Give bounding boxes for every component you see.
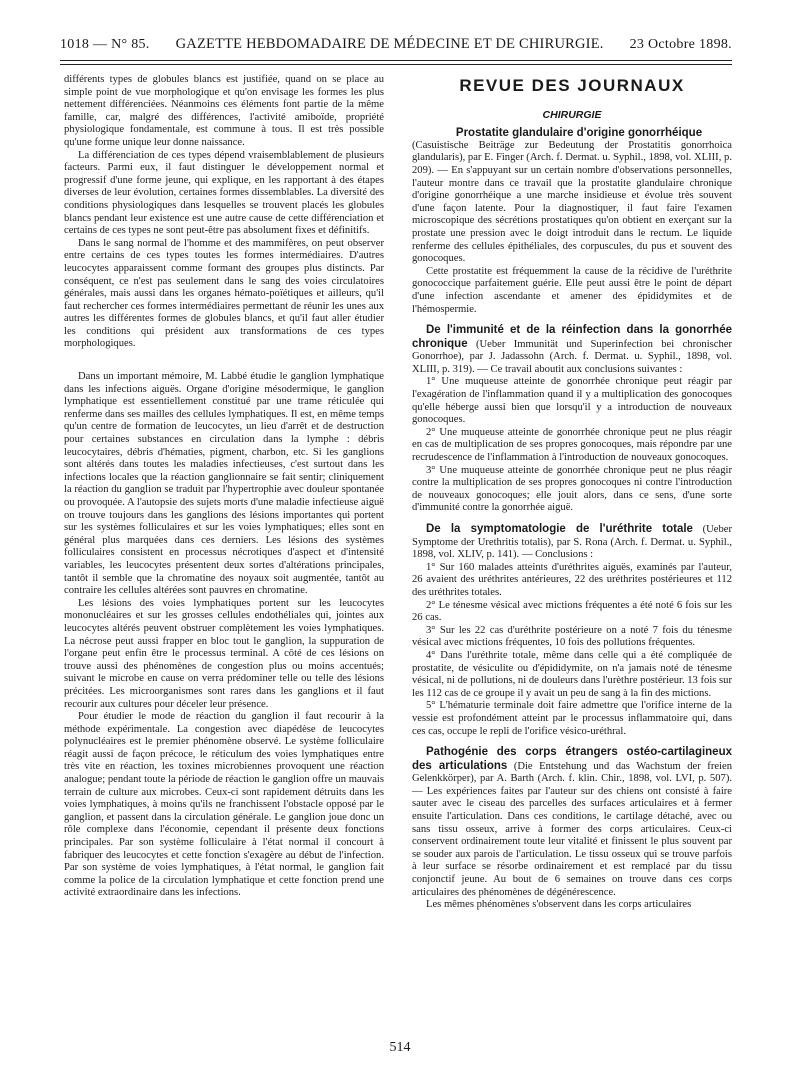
conclusion-item: 2° Une muqueuse atteinte de gonorrhée chronique peut ne plus réagir en cas de multiplication de ses propres gonocoques, mais répondre par une recrudescence de l'inflammation à l'introduction de nouveaux gonocoques. <box>412 426 732 464</box>
paragraph: Dans le sang normal de l'homme et des mammifères, on peut observer entre certains de ces types toutes les formes intermédiaires. D'autres leucocytes apparaissent comme formant des groupes plus distincts. Par conséquent, ce n'est pas seulement dans le sang des voies circulatoires générales, mais aussi dans les organes hémato-poïétiques et ailleurs, qu'il faut rechercher ces formes intermédiaires permettant de réunir les unes aux autres les différentes formes de globules blancs, et qu'il faut aller étudier les conditions qui président aux transformations de ces types morphologiques. <box>64 237 384 350</box>
conclusion-item: 3° Une muqueuse atteinte de gonorrhée chronique peut ne plus réagir contre la multiplication de ses propres gonocoques ni contre l'introduction de nouveaux gonocoques; elle jouit alors, dans ce sens, d'une sorte d'immunité contre la gonorrhée aiguë. <box>412 464 732 514</box>
journal-title: GAZETTE HEBDOMADAIRE DE MÉDECINE ET DE CHIRURGIE. <box>175 36 604 52</box>
article <box>412 127 732 140</box>
article <box>412 523 732 562</box>
running-header <box>60 36 732 53</box>
article-title: Pathogénie des corps étrangers ostéo-cartilagineux des articulations <box>412 746 732 772</box>
article-text: (Die Entstehung und das Wachstum der freien Gelenkkörper), par A. Barth (Arch. f. klin. Chir., 1898, vol. LVI, p. 507). — Les expériences faites par l'auteur sur des chiens ont consisté à faire sauter avec le ciseau des parcelles des surfaces articulaires et à fermer ensuite l'articulation. Dans ces conditions, le cartilage détaché, avec ou sans tissu osseux, arrive à former des corps articulaires. Ceux-ci conservent ordinairement toute leur vitalité et finissent le plus souvent par se souder aux parois de l'articulation. Le tissu osseux qui se trouve parfois à leur surface se résorbe ordinairement et est remplacé par du tissu conjonctif jeune. Au bout de 6 semaines on trouve dans ces corps articulaires des phénomènes de dégénérescence. <box>412 760 732 898</box>
subsection-heading: CHIRURGIE <box>542 108 602 121</box>
header-rule-thick <box>60 60 732 61</box>
article-text: (Casuistische Beiträge zur Bedeutung der Prostatitis gonorrhoica glandularis), par E. Finger (Arch. f. Dermat. u. Syphil., 1898, vol. XLIII, p. 209). — En s'appuyant sur un certain nombre d'observations personnelles, l'auteur montre dans ce travail que la prostatite glandulaire chronique d'origine gonorrhéique a une marche insidieuse et évolue très souvent d'une façon latente. Pour la diagnostiquer, il faut faire l'examen microscopique des sécrétions prostatiques qu'on obtient en exerçant sur la prostate une pression avec le doigt introduit dans le rectum. Le liquide renferme des cellules épithéliales, des corpuscules, du pus et souvent des gonocoques. <box>412 139 732 265</box>
paragraph: La différenciation de ces types dépend vraisemblablement de plusieurs facteurs. Parmi eux, il faut distinguer le développement normal et progressif d'une forme jeune, qui explique, en les rapportant à des étapes diverses de leur évolution, certaines formes dissemblables. La diversité des conditions physiologiques dans lesquelles se trouvent placés les globules blancs pendant leur existence est une autre cause de cette différenciation et certains de ces types ne sont peut-être pas absolument fixes et définitifs. <box>64 149 384 237</box>
left-column <box>64 74 384 900</box>
paragraph: Dans un important mémoire, M. Labbé étudie le ganglion lymphatique dans les infections aiguës. Organe d'origine mésodermique, le ganglion lymphatique est essentiellement constitué par une trame réticulée qui renferme dans ses mailles des cellules lymphatiques. Il est, en même temps qu'un centre de formation de leucocytes, un lieu d'arrêt et de destruction pour certaines substances en circulation dans la lymphe : débris leucocytaires, débris d'hématies, pigment, charbon, etc. Si les ganglions sont altérés dans toutes les maladies infectieuses, c'est surtout dans les infections locales que la réaction ganglionnaire se fait sentir; cliniquement la réaction du ganglion se traduit par l'hypertrophie avec douleur spontanée ou provoquée. A l'autopsie des sujets morts d'une maladie infectieuse aiguë on trouve toujours dans les ganglions des lésions importantes qui portent sur les systèmes folliculaires et sur les voies lymphatiques; elles sont en général plus marquées dans ces derniers. Les lésions des systèmes folliculaires consistent en processus nécrotiques d'aspect et d'intensité variables, les leucocytes présentent deux sortes d'altérations principales, tantôt il semble que la chromatine des noyaux soit augmentée, tantôt au contraire les cellules altérées sont pauvres en chromatine. <box>64 371 384 597</box>
paragraph: Pour étudier le mode de réaction du ganglion il faut recourir à la méthode expérimentale. La congestion avec diapédèse de leucocytes polynucléaires est le premier phénomène observé. Le système folliculaire réagit aussi de façon précoce, le réticulum des voies lymphatiques entre très vite en réaction, les toxines microbiennes provoquent une réaction analogue; pendant toute la période de réaction le ganglion offre un mauvais terrain de culture aux microbes. Ceux-ci sont rapidement détruits dans les voies lymphatiques, à moins qu'ils ne franchissent l'obstacle opposé par le ganglion, et passent dans la circulation générale. Le ganglion joue donc un rôle complexe dans l'économie, cependant il présente deux fonctions principales. Par son système folliculaire à l'état normal il concourt à fabriquer des leucocytes et cette fonction s'exagère au début de l'infection. Par son système de voies lymphatiques, à l'état normal, le ganglion fait comme la police de la circulation lymphatique et cette fonction prend une activité extraordinaire dans les infections. <box>64 711 384 899</box>
right-column <box>412 74 732 912</box>
header-rule-thin <box>60 64 732 65</box>
conclusion-item: 5° L'hématurie terminale doit faire admettre que l'orifice interne de la vessie est profondément atteint par le processus inflammatoire qui, dans ces cas, occupe le repli de l'orifice vésico-uréthral. <box>412 700 732 737</box>
conclusion-item: 1° Une muqueuse atteinte de gonorrhée chronique peut réagir par l'exagération de l'inflammation quand il y a multiplication des gonocoques qu'elle héberge aussi bien que lorsqu'il y a introduction de nouveaux gonocoques. <box>412 376 732 426</box>
conclusion-item: 2° Le ténesme vésical avec mictions fréquentes a été noté 6 fois sur les 26 cas. <box>412 599 732 624</box>
article-title: Prostatite glandulaire d'origine gonorrhéique <box>455 127 703 140</box>
paragraph: Cette prostatite est fréquemment la cause de la récidive de l'uréthrite gonococcique parfaitement guérie. Elle peut aussi être le point de départ d'une infection ascendante et amener des épididymites et de l'hémospermie. <box>412 265 732 315</box>
article-text: (Ueber Immunität und Superinfection bei chronischer Gonorrhoe), par J. Jadassohn (Arch. f. Dermat. u. Syphil., 1898, vol. XLIII, p. 319). — Ce travail aboutit aux conclusions suivantes : <box>412 338 732 375</box>
section-heading: REVUE DES JOURNAUX <box>459 76 685 95</box>
page-folio: 1018 — N° 85. <box>60 37 150 52</box>
article-title: De l'immunité et de la réinfection dans la gonorrhée chronique <box>412 324 732 350</box>
article-title: De la symptomatologie de l'uréthrite totale <box>426 523 693 535</box>
paragraph: différents types de globules blancs est justifiée, quand on se place au simple point de vue morphologique et qu'on envisage les formes les plus nettement différenciées. Néanmoins ces éléments font partie de la même famille, car, malgré des différences, l'activité amiboïde, propriété physiologique fondamentale, est commune à tous. Il est très possible qu'une forme unique leur donne naissance. <box>64 74 384 148</box>
paragraph: Les lésions des voies lymphatiques portent sur les leucocytes mononucléaires et sur les grosses cellules endothéliales qui, jointes aux leucocytes altérés peuvent obstruer complètement les voies lymphatiques. La nécrose peut aussi frapper en bloc tout le ganglion, la suppuration de l'organe peut enfin être le processus terminal. A côté de ces lésions on trouve aussi des phénomènes de congestion plus ou moins accentués; suivant le microbe en cause on verra prédominer telle ou telle des lésions précitées. Les microorganismes sont rares dans les ganglions et il faut recourir aux cultures pour déceler leur présence. <box>64 597 384 710</box>
article <box>412 746 732 899</box>
conclusion-item: 4° Dans l'uréthrite totale, même dans celle qui a été compliquée de prostatite, de vésiculite ou d'épididymite, on n'a jamais noté de ténesme vésical, ni de pollutions, ni de douleurs dans l'urèthre postérieur. 13 fois sur les 112 cas de ce groupe il y avait un peu de sang à la fin des mictions. <box>412 649 732 699</box>
page-number: 514 <box>389 1040 411 1055</box>
issue-date: 23 Octobre 1898. <box>629 37 732 52</box>
conclusion-item: 1° Sur 160 malades atteints d'uréthrites aiguës, examinés par l'auteur, 26 avaient des uréthrites antérieures, 22 des uréthrites postérieures et 112 des uréthrites totales. <box>412 561 732 598</box>
article-text: (Ueber Symptome der Urethritis totalis), par S. Rona (Arch. f. Dermat. u. Syphil., 1898, vol. XLIV, p. 141). — Conclusions : <box>412 524 733 561</box>
conclusion-item: 3° Sur les 22 cas d'uréthrite postérieure on a noté 7 fois du ténesme vésical avec mictions fréquentes, 10 fois des pollutions fréquentes. <box>412 624 732 649</box>
paragraph: Les mêmes phénomènes s'observent dans les corps articulaires <box>426 899 692 911</box>
article <box>412 324 732 376</box>
